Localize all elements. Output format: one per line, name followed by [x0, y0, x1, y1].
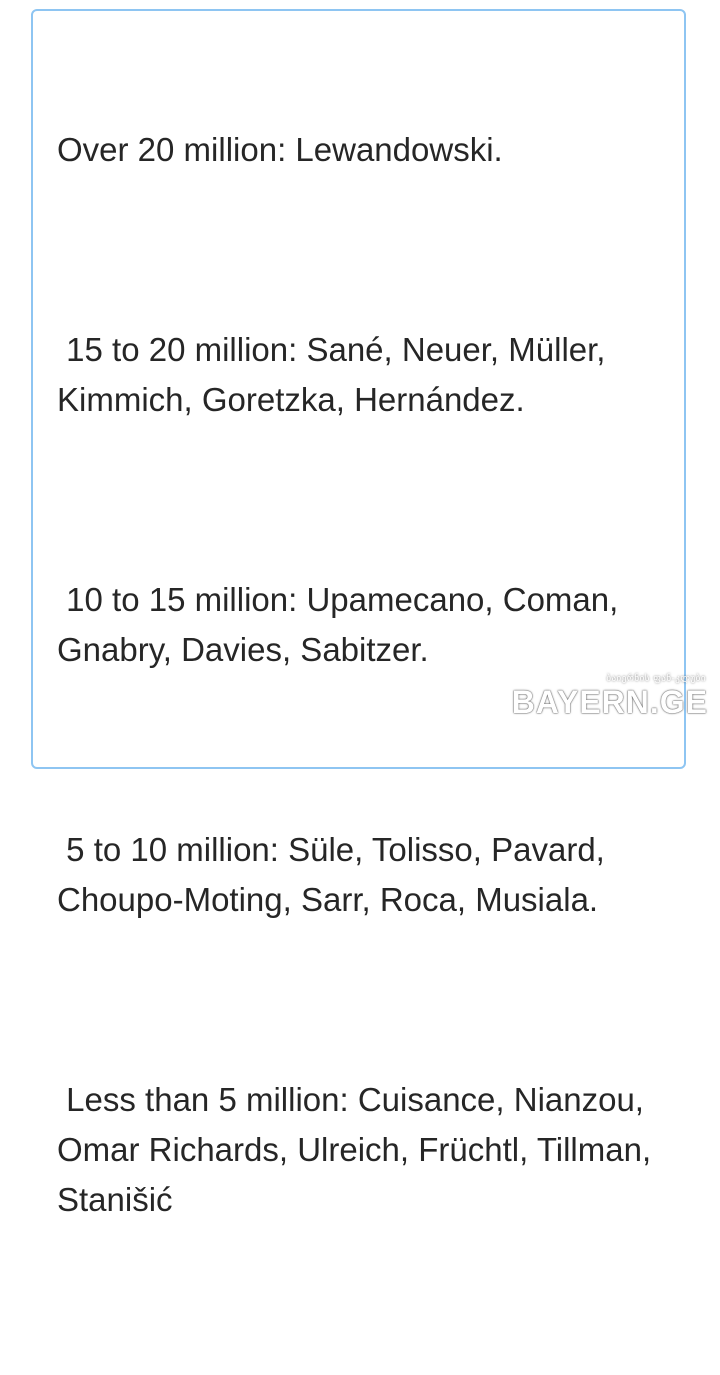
paragraph-10-to-15-million: 10 to 15 million: Upamecano, Coman, Gnabry, Davies, Sabitzer. — [57, 575, 677, 675]
paragraph-5-to-10-million: 5 to 10 million: Süle, Tolisso, Pavard, Choupo-Moting, Sarr, Roca, Musiala. — [57, 825, 677, 925]
watermark-logo-text: BAYERN.GE — [512, 684, 708, 721]
paragraph-over-20-million: Over 20 million: Lewandowski. — [57, 125, 677, 175]
watermark-tagline: ბაიერნის ფან-კლუბი — [606, 674, 706, 684]
watermark-logo — [532, 674, 708, 718]
paragraph-15-to-20-million: 15 to 20 million: Sané, Neuer, Müller, Kimmich, Goretzka, Hernández. — [57, 325, 677, 425]
paragraph-less-than-5-million: Less than 5 million: Cuisance, Nianzou, Omar Richards, Ulreich, Früchtl, Tillman, Stanišić — [57, 1075, 677, 1225]
message-card — [31, 9, 686, 769]
